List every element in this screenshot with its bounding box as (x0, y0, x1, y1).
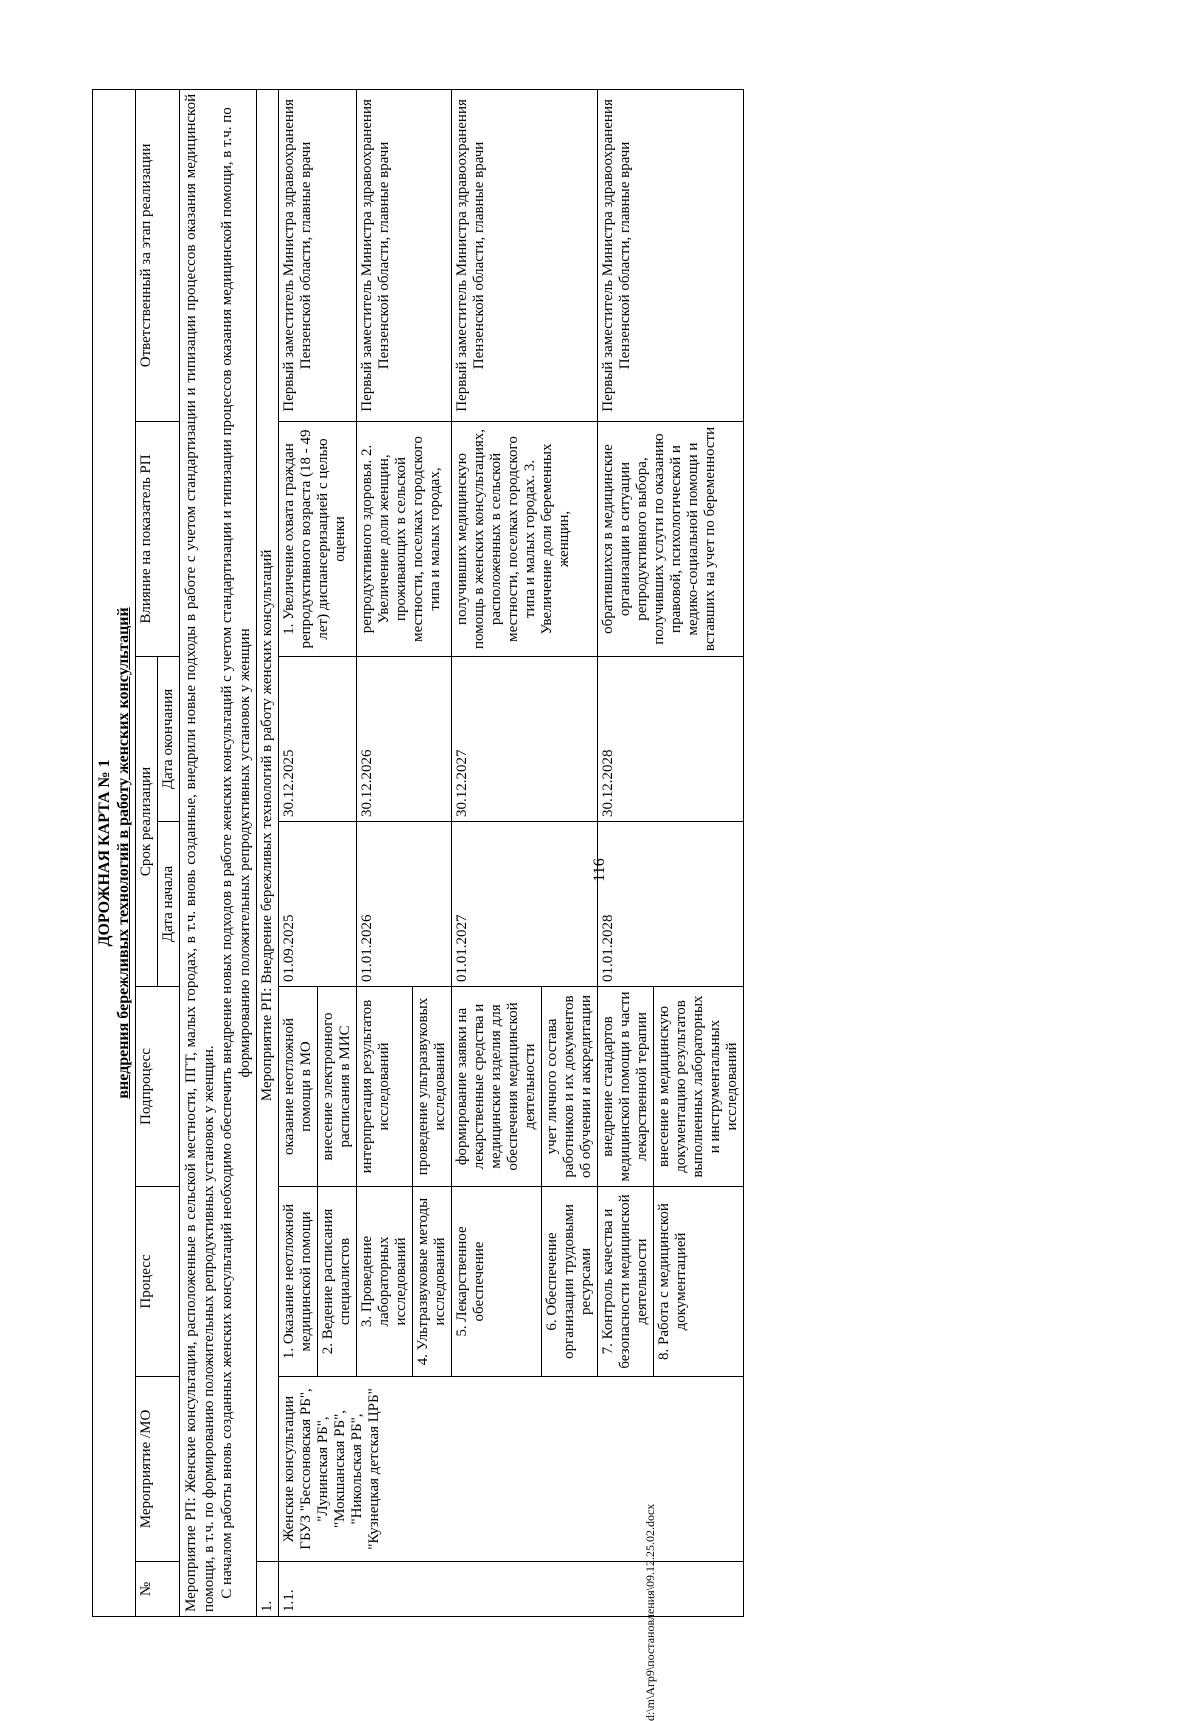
subprocess-cell: внесение электронного расписания в МИС (318, 987, 357, 1187)
subprocess-cell: проведение ультразвуковых исследований (413, 987, 452, 1187)
subprocess-cell: внесение в медицинскую документацию результатов выполненных лабораторных и инструментальных исследований (654, 987, 744, 1187)
subprocess-cell: оказание неотложной помощи в МО (279, 987, 318, 1187)
responsible-cell: Первый заместитель Министра здравоохранения Пензенской области, главные врачи (279, 89, 357, 421)
subprocess-cell: внедрение стандартов медицинской помощи в части лекарственной терапии (598, 987, 654, 1187)
roadmap-sheet (92, 90, 1055, 1617)
roadmap-title: ДОРОЖНАЯ КАРТА № 1 (96, 759, 113, 947)
subprocess-cell: интерпретация результатов исследований (357, 987, 413, 1187)
end-date-cell: 30.12.2027 (452, 657, 598, 822)
measure-rp-block (180, 89, 257, 1616)
header-responsible: Ответственный за этап реализации (136, 89, 180, 421)
header-measure: Мероприятие /МО (136, 1377, 180, 1562)
start-date-cell: 01.09.2025 (279, 822, 357, 987)
roadmap-table (92, 89, 744, 1617)
process-cell: 2. Ведение расписания специалистов (318, 1187, 357, 1377)
header-start-date: Дата начала (158, 822, 180, 987)
process-cell: 1. Оказание неотложной медицинской помощи (279, 1187, 318, 1377)
header-process: Процесс (136, 1187, 180, 1377)
roadmap-subtitle: внедрения бережливых технологий в работу женских консультаций (115, 607, 132, 1099)
header-end-date: Дата окончания (158, 657, 180, 822)
header-impact: Влияние на показатель РП (136, 422, 180, 657)
impact-cell: репродуктивного здоровья. 2. Увеличение доли женщин, проживающих в сельской местности, поселках городского типа и малых городах, (357, 422, 452, 657)
start-date-cell: 01.01.2028 (598, 822, 744, 987)
process-cell: 7. Контроль качества и безопасности медицинской деятельности (598, 1187, 654, 1377)
process-cell: 6. Обеспечение организации трудовыми ресурсами (542, 1187, 598, 1377)
page-number: 116 (591, 858, 608, 882)
roadmap-title-cell (93, 89, 136, 1616)
measure-rp-text: Мероприятие РП: Женские консультации, расположенные в сельской местности, ПГТ, малых городах, в т.ч. вновь созданные, внедрили новые подходы в работе с учетом стандартизации и типизации процессов оказания медицинской помощи, в т.ч. по формированию положительных репродуктивных установок у женщин. (183, 93, 217, 1612)
end-date-cell: 30.12.2028 (598, 657, 744, 822)
header-subprocess: Подпроцесс (136, 987, 180, 1187)
responsible-cell: Первый заместитель Министра здравоохранения Пензенской области, главные врачи (452, 89, 598, 421)
process-cell: 5. Лекарственное обеспечение (452, 1187, 542, 1377)
subprocess-cell: учет личного состава работников и их документов об обучении и аккредитации (542, 987, 598, 1187)
process-cell: 8. Работа с медицинской документацией (654, 1187, 744, 1377)
header-no: № (136, 1562, 180, 1617)
item-measure: Женские консультации ГБУЗ "Бессоновская РБ", "Лунинская РБ", "Мокшанская РБ", "Никольская РБ", "Кузнецкая детская ЦРБ" (279, 1377, 744, 1562)
subprocess-cell: формирование заявки на лекарственные средства и медицинские изделия для обеспечения медицинской деятельности (452, 987, 542, 1187)
start-date-cell: 01.01.2026 (357, 822, 452, 987)
responsible-cell: Первый заместитель Министра здравоохранения Пензенской области, главные врачи (598, 89, 744, 421)
section-title: Мероприятие РП: Внедрение бережливых технологий в работу женских консультаций (257, 89, 279, 1561)
impact-cell: получивших медицинскую помощь в женских консультациях, расположенных в сельской местности, поселках городского типа и малых городах. 3. Увеличение доли беременных женщин, (452, 422, 598, 657)
end-date-cell: 30.12.2026 (357, 657, 452, 822)
responsible-cell: Первый заместитель Министра здравоохранения Пензенской области, главные врачи (357, 89, 452, 421)
process-cell: 3. Проведение лабораторных исследований (357, 1187, 413, 1377)
header-period: Срок реализации (136, 657, 158, 987)
section-number: 1. (257, 1562, 279, 1617)
end-date-cell: 30.12.2025 (279, 657, 357, 822)
measure-rp-goal: С началом работы вновь созданных женских консультаций необходимо обеспечить внедрение новых подходов в работе женских консультаций с учетом стандартизации и типизации процессов оказания медицинской помощи, в т.ч. по формированию положительных репродуктивных установок у женщин (219, 107, 253, 1599)
process-cell: 4. Ультразвуковые методы исследований (413, 1187, 452, 1377)
impact-cell: обратившихся в медицинские организации в ситуации репродуктивного выбора, получивших услуги по оказанию правовой, психологической и медико-социальной помощи и вставших на учет по беременности (598, 422, 744, 657)
file-path-footer: d:\m\Агр9\постановления\09.12.25.02.docx (643, 1503, 657, 1721)
start-date-cell: 01.01.2027 (452, 822, 598, 987)
table-row (279, 89, 318, 1616)
item-number: 1.1. (279, 1562, 744, 1617)
impact-cell: 1. Увеличение охвата граждан репродуктивного возраста (18 - 49 лет) диспансеризацией с целью оценки (279, 422, 357, 657)
